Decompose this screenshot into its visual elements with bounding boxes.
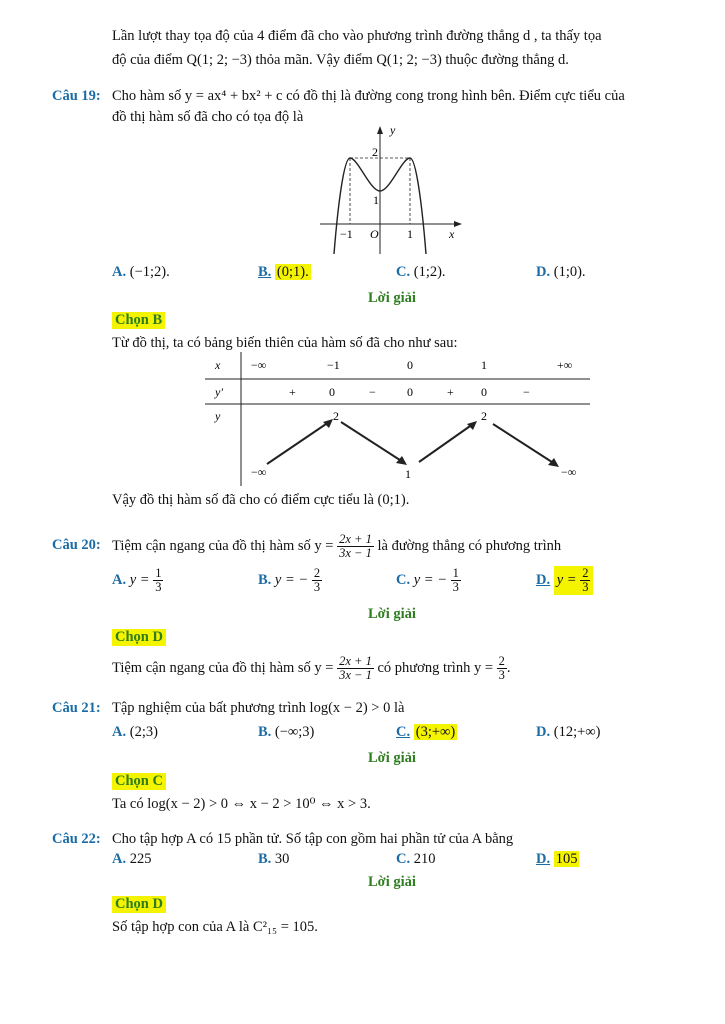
option-letter: A. <box>112 851 127 867</box>
option-value: (1;0). <box>553 264 586 280</box>
q21-option-c[interactable] <box>396 724 457 741</box>
option-fraction <box>580 567 590 594</box>
option-letter: A. <box>112 572 127 588</box>
arrow-up-2 <box>419 424 473 462</box>
option-letter: C. <box>396 851 411 867</box>
q21-solution-heading: Lời giải <box>368 750 416 766</box>
option-letter: D. <box>536 264 551 280</box>
option-fraction <box>451 567 461 594</box>
fraction-denominator: 3 <box>313 580 321 595</box>
row-x-label: x <box>215 358 221 372</box>
option-value-highlighted: (3;+∞) <box>415 724 456 740</box>
q19-option-a[interactable] <box>112 264 170 281</box>
y-axis-label: y <box>390 124 396 137</box>
q20-text-post: là đường thẳng có phương trình <box>377 538 562 554</box>
fraction-denominator: 3x − 1 <box>339 546 372 561</box>
tick-1: 1 <box>407 227 413 241</box>
option-value: (−1;2). <box>129 264 170 280</box>
option-value: (2;3) <box>129 724 158 740</box>
option-fraction <box>312 567 322 594</box>
fraction-denominator: 3 <box>155 580 162 595</box>
q19-solution-heading: Lời giải <box>368 290 416 306</box>
option-prefix: y = − <box>413 572 447 588</box>
x-val-neg1: −1 <box>327 358 340 372</box>
x-axis-arrow <box>454 221 462 227</box>
label-2: 2 <box>372 145 378 159</box>
fraction-denominator: 3 <box>582 580 589 595</box>
fraction-numerator: 1 <box>155 566 162 581</box>
q19-option-d[interactable] <box>536 264 586 281</box>
question-21-label: Câu 21: <box>52 700 101 716</box>
q22-explanation: Số tập hợp con của A là C²₁₅ = 105. <box>112 919 318 935</box>
question-19-text-1: Cho hàm số y = ax⁴ + bx² + c có đồ thị là đường cong trong hình bên. Điểm cực tiểu của <box>112 88 625 104</box>
sign-6: 0 <box>481 385 487 399</box>
sign-1: + <box>289 385 296 399</box>
y-val-max-left: 2 <box>333 409 339 423</box>
q20-option-d[interactable] <box>536 564 593 596</box>
arrow-up-1 <box>267 422 329 464</box>
option-letter: A. <box>112 264 127 280</box>
option-value-highlighted <box>554 566 594 595</box>
fraction-denominator: 3x − 1 <box>339 668 372 683</box>
question-20-text <box>112 528 561 564</box>
q19-explanation: Từ đồ thị, ta có bảng biến thiên của hàm số đã cho như sau: <box>112 335 458 351</box>
option-letter: B. <box>258 724 272 740</box>
option-value: 210 <box>413 851 436 867</box>
row-yp-label: y' <box>215 385 223 399</box>
option-value-highlighted: 105 <box>555 851 578 867</box>
y-val-max-right: 2 <box>481 409 487 423</box>
q20-solution-heading: Lời giải <box>368 606 416 622</box>
q20-option-b[interactable] <box>258 564 322 596</box>
x-val-neg-inf: −∞ <box>251 358 267 372</box>
fraction-numerator: 2x + 1 <box>339 532 372 547</box>
q19-conclusion: Vậy đồ thị hàm số đã cho có điểm cực tiểu là (0;1). <box>112 492 410 508</box>
q20-explanation <box>112 650 511 686</box>
question-20-label: Câu 20: <box>52 537 101 553</box>
option-letter: D. <box>536 572 551 588</box>
fraction-numerator: 2x + 1 <box>339 654 372 669</box>
option-letter: C. <box>396 264 411 280</box>
option-prefix: y = <box>129 572 150 588</box>
origin-label: O <box>370 227 379 241</box>
tick-neg1: −1 <box>340 227 353 241</box>
option-fraction <box>153 567 163 594</box>
q22-option-d[interactable] <box>536 851 579 868</box>
fraction-numerator: 2 <box>582 566 589 581</box>
q22-option-c[interactable] <box>396 851 435 868</box>
option-letter: B. <box>258 572 272 588</box>
question-22-label: Câu 22: <box>52 831 101 847</box>
option-letter: C. <box>396 724 411 740</box>
q22-option-b[interactable] <box>258 851 289 868</box>
sign-3: − <box>369 385 376 399</box>
x-val-pos-inf: +∞ <box>557 358 573 372</box>
q20-expl-mid: có phương trình y = <box>377 660 494 676</box>
function-graph <box>318 124 464 256</box>
option-value: 225 <box>129 851 152 867</box>
option-letter: D. <box>536 851 551 867</box>
arrow-down-1 <box>341 422 403 462</box>
q22-chosen-answer: Chọn D <box>112 896 166 913</box>
q19-option-b[interactable] <box>258 264 311 281</box>
q20-option-c[interactable] <box>396 564 461 596</box>
option-prefix: y = <box>556 572 577 588</box>
arrow-down-2 <box>493 424 555 464</box>
q21-option-b[interactable] <box>258 724 314 741</box>
q21-option-a[interactable] <box>112 724 158 741</box>
option-value: (12;+∞) <box>553 724 601 740</box>
q22-solution-heading: Lời giải <box>368 874 416 890</box>
q20-option-a[interactable] <box>112 564 163 596</box>
row-y-label: y <box>215 409 221 423</box>
x-val-1: 1 <box>481 358 487 372</box>
q20-fraction <box>337 533 374 560</box>
sign-5: + <box>447 385 454 399</box>
sign-4: 0 <box>407 385 413 399</box>
q22-option-a[interactable] <box>112 851 151 868</box>
q20-expl-pre: Tiệm cận ngang của đồ thị hàm số y = <box>112 660 334 676</box>
question-19-text-2: đồ thị hàm số đã cho có tọa độ là <box>112 109 304 125</box>
x-val-0: 0 <box>407 358 413 372</box>
option-value-highlighted: (0;1). <box>276 264 309 280</box>
y-axis-arrow <box>377 126 383 134</box>
option-letter: B. <box>258 851 272 867</box>
q20-text-pre: Tiệm cận ngang của đồ thị hàm số y = <box>112 538 334 554</box>
y-val-neg-inf-left: −∞ <box>251 465 267 479</box>
fraction-numerator: 2 <box>313 566 321 581</box>
intro-line-1: Lần lượt thay tọa độ của 4 điểm đã cho vào phương trình đường thẳng d , ta thấy tọa <box>112 28 602 44</box>
q19-chosen-answer: Chọn B <box>112 312 165 329</box>
variation-table <box>205 352 595 486</box>
fraction-denominator: 3 <box>452 580 459 595</box>
q20-expl-fraction <box>337 655 374 682</box>
option-value: (−∞;3) <box>274 724 315 740</box>
q21-option-d[interactable] <box>536 724 600 741</box>
x-axis-label: x <box>449 227 455 241</box>
q21-explanation: Ta có log(x − 2) > 0 ⇔ x − 2 > 10⁰ ⇔ x > 3. <box>112 796 371 812</box>
q19-option-c[interactable] <box>396 264 446 281</box>
fraction-numerator: 2 <box>498 654 505 669</box>
option-prefix: y = − <box>274 572 309 588</box>
sign-7: − <box>523 385 530 399</box>
label-1: 1 <box>373 193 379 207</box>
sign-2: 0 <box>329 385 335 399</box>
option-letter: A. <box>112 724 127 740</box>
q20-expl-result-fraction <box>497 655 507 682</box>
y-val-neg-inf-right: −∞ <box>561 465 577 479</box>
intro-line-2: độ của điểm Q(1; 2; −3) thỏa mãn. Vậy điểm Q(1; 2; −3) thuộc đường thẳng d. <box>112 52 569 68</box>
option-letter: D. <box>536 724 551 740</box>
fraction-numerator: 1 <box>452 566 459 581</box>
question-19-label: Câu 19: <box>52 88 101 104</box>
fraction-denominator: 3 <box>498 668 505 683</box>
option-letter: C. <box>396 572 411 588</box>
option-value: (1;2). <box>413 264 446 280</box>
q20-expl-end: . <box>506 660 511 676</box>
option-value: 30 <box>274 851 290 867</box>
q20-chosen-answer: Chọn D <box>112 629 166 646</box>
y-val-min: 1 <box>405 467 411 481</box>
question-22-text: Cho tập hợp A có 15 phần tử. Số tập con gồm hai phần tử của A bằng <box>112 831 514 847</box>
q21-chosen-answer: Chọn C <box>112 773 166 790</box>
question-21-text: Tập nghiệm của bất phương trình log(x − 2) > 0 là <box>112 700 405 716</box>
option-letter: B. <box>258 264 272 280</box>
